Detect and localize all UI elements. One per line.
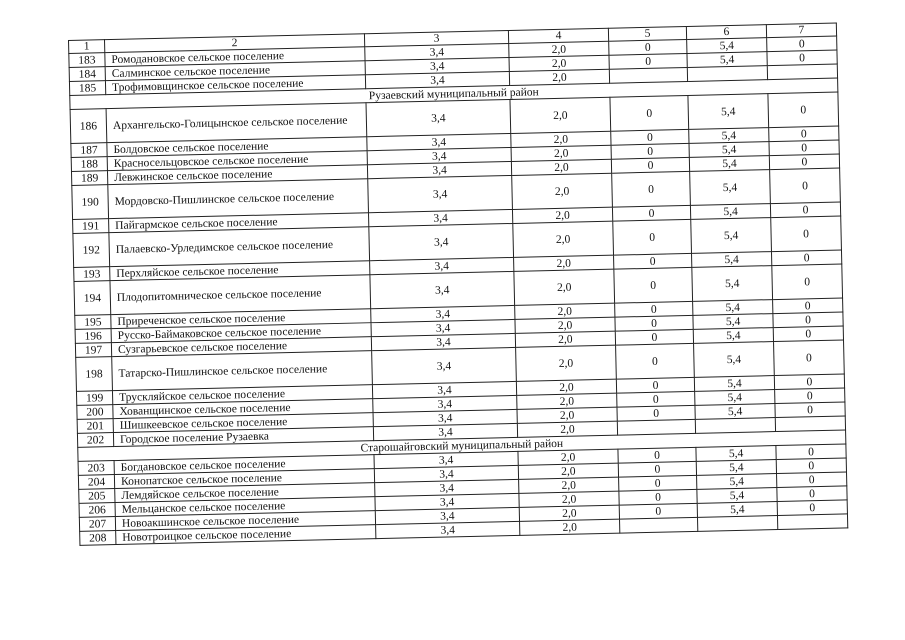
settlement-name-cell: Конопатское сельское поселение	[114, 469, 374, 489]
settlement-name-cell: Новоакшинское сельское поселение	[115, 511, 375, 531]
settlement-name-cell: Богдановское сельское поселение	[114, 455, 374, 475]
col3-value-cell: 3,4	[368, 209, 512, 226]
col3-value-cell: 3,4	[365, 57, 509, 74]
col6-value-cell: 5,4	[697, 474, 777, 490]
col7-value-cell: 0	[776, 458, 846, 474]
header-cell: 6	[686, 25, 766, 40]
col6-value-cell: 5,4	[694, 342, 775, 378]
row-number-cell: 192	[73, 233, 110, 268]
col4-value-cell: 2,0	[517, 407, 617, 423]
col7-value-cell	[777, 514, 847, 530]
col6-value-cell: 5,4	[688, 94, 769, 130]
col4-value-cell: 2,0	[509, 41, 609, 57]
col5-value-cell: 0	[618, 461, 696, 477]
col3-value-cell: 3,4	[367, 133, 511, 150]
col5-value-cell: 0	[616, 377, 694, 393]
col4-value-cell: 2,0	[516, 345, 617, 381]
col6-value-cell: 5,4	[690, 204, 770, 220]
col7-value-cell: 0	[771, 250, 841, 266]
col5-value-cell: 0	[609, 39, 687, 55]
col7-value-cell: 0	[776, 444, 846, 460]
col4-value-cell: 2,0	[516, 379, 616, 395]
col7-value-cell: 0	[775, 388, 845, 404]
col7-value-cell: 0	[767, 50, 837, 66]
col5-value-cell: 0	[612, 171, 691, 207]
col4-value-cell: 2,0	[519, 477, 619, 493]
settlement-name-cell: Ромодановское сельское поселение	[105, 47, 365, 67]
settlement-name-cell: Сузгарьевское сельское поселение	[111, 337, 371, 357]
row-number-cell: 186	[70, 109, 107, 144]
settlement-name-cell: Красносельцовское сельское поселение	[107, 151, 367, 171]
settlement-name-cell: Новотроицкое сельское поселение	[116, 525, 376, 545]
col7-value-cell: 0	[769, 126, 839, 142]
row-number-cell: 196	[75, 329, 111, 344]
row-number-cell: 189	[71, 171, 107, 186]
col3-value-cell: 3,4	[372, 381, 516, 398]
settlement-name-cell: Городское поселение Рузаевка	[113, 427, 373, 447]
col4-value-cell: 2,0	[512, 207, 612, 223]
col6-value-cell: 5,4	[692, 252, 772, 268]
col4-value-cell: 2,0	[511, 131, 611, 147]
header-cell: 2	[105, 34, 365, 53]
col7-value-cell: 0	[775, 402, 845, 418]
row-number-cell: 199	[76, 391, 112, 406]
col4-value-cell: 2,0	[509, 55, 609, 71]
row-number-cell: 206	[79, 503, 115, 518]
col7-value-cell: 0	[769, 140, 839, 156]
col3-value-cell: 3,4	[370, 257, 514, 274]
col7-value-cell: 0	[771, 216, 842, 252]
col4-value-cell: 2,0	[515, 331, 615, 347]
settlement-name-cell: Левжинское сельское поселение	[107, 165, 367, 185]
settlement-name-cell: Пайгармское сельское поселение	[109, 213, 369, 233]
col6-value-cell: 5,4	[696, 460, 776, 476]
col5-value-cell: 0	[617, 405, 695, 421]
col3-value-cell: 3,4	[373, 395, 517, 412]
settlement-name-cell: Плодопитомническое сельское поселение	[110, 275, 371, 315]
col7-value-cell: 0	[769, 154, 839, 170]
document-page	[68, 23, 847, 546]
col5-value-cell: 0	[619, 503, 697, 519]
settlement-name-cell: Хованщинское сельское поселение	[113, 399, 373, 419]
col3-value-cell: 3,4	[373, 423, 517, 440]
col7-value-cell: 0	[774, 374, 844, 390]
row-number-cell: 203	[78, 461, 114, 476]
col5-value-cell: 0	[614, 253, 692, 269]
col3-value-cell: 3,4	[373, 409, 517, 426]
col7-value-cell: 0	[777, 500, 847, 516]
col3-value-cell: 3,4	[375, 493, 519, 510]
row-number-cell: 207	[79, 517, 115, 532]
col3-value-cell: 3,4	[375, 507, 519, 524]
col4-value-cell: 2,0	[511, 145, 611, 161]
row-number-cell: 195	[75, 315, 111, 330]
col5-value-cell: 0	[615, 329, 693, 345]
col6-value-cell: 5,4	[687, 38, 767, 54]
col5-value-cell: 0	[610, 95, 689, 131]
col6-value-cell: 5,4	[689, 142, 769, 158]
col6-value-cell: 5,4	[695, 390, 775, 406]
row-number-cell: 183	[69, 53, 105, 68]
col3-value-cell: 3,4	[375, 479, 519, 496]
col6-value-cell: 5,4	[691, 218, 772, 254]
row-number-cell: 204	[78, 475, 114, 490]
col5-value-cell: 0	[619, 475, 697, 491]
col3-value-cell: 3,4	[376, 521, 520, 538]
settlement-name-cell: Шишкеевское сельское поселение	[113, 413, 373, 433]
col7-value-cell: 0	[772, 264, 843, 300]
col6-value-cell	[697, 516, 777, 532]
col4-value-cell: 2,0	[519, 491, 619, 507]
col6-value-cell: 5,4	[697, 502, 777, 518]
col6-value-cell: 5,4	[697, 488, 777, 504]
col4-value-cell: 2,0	[515, 317, 615, 333]
col3-value-cell: 3,4	[374, 451, 518, 468]
col3-value-cell: 3,4	[372, 347, 517, 384]
col3-value-cell: 3,4	[365, 71, 509, 88]
col4-value-cell: 2,0	[513, 221, 614, 257]
row-number-cell: 184	[69, 67, 105, 82]
col6-value-cell: 5,4	[696, 446, 776, 462]
col5-value-cell: 0	[614, 267, 693, 303]
col7-value-cell: 0	[770, 168, 841, 204]
col6-value-cell: 5,4	[692, 266, 773, 302]
col6-value-cell: 5,4	[694, 376, 774, 392]
row-number-cell: 190	[72, 185, 109, 220]
header-cell: 3	[364, 31, 508, 47]
row-number-cell: 187	[71, 143, 107, 158]
col3-value-cell: 3,4	[371, 305, 515, 322]
col6-value-cell: 5,4	[693, 328, 773, 344]
col7-value-cell: 0	[773, 298, 843, 314]
col4-value-cell: 2,0	[514, 255, 614, 271]
col7-value-cell: 0	[773, 312, 843, 328]
col5-value-cell: 0	[619, 489, 697, 505]
row-number-cell: 188	[71, 157, 107, 172]
settlement-name-cell: Мордовско-Пишлинское сельское поселение	[108, 179, 369, 219]
settlement-name-cell: Салминское сельское поселение	[105, 61, 365, 81]
col3-value-cell: 3,4	[368, 175, 513, 212]
settlement-name-cell: Перхляйское сельское поселение	[110, 261, 370, 281]
col5-value-cell: 0	[618, 447, 696, 463]
settlement-name-cell: Русско-Баймаковское сельское поселение	[111, 323, 371, 343]
col3-value-cell: 3,4	[367, 161, 511, 178]
settlement-name-cell: Болдовское сельское поселение	[107, 137, 367, 157]
col6-value-cell: 5,4	[693, 314, 773, 330]
row-number-cell: 202	[77, 433, 113, 448]
col3-value-cell: 3,4	[365, 44, 509, 61]
col6-value-cell: 5,4	[687, 52, 767, 68]
col7-value-cell: 0	[768, 92, 839, 128]
settlement-name-cell: Мельцанское сельское поселение	[115, 497, 375, 517]
col5-value-cell: 0	[617, 391, 695, 407]
col3-value-cell: 3,4	[366, 99, 511, 136]
settlement-name-cell: Архангельско-Голицынское сельское поселение	[106, 103, 367, 143]
col5-value-cell	[620, 517, 698, 533]
col3-value-cell: 3,4	[371, 333, 515, 350]
row-number-cell: 197	[75, 343, 111, 358]
row-number-cell: 200	[77, 405, 113, 420]
col4-value-cell: 2,0	[517, 421, 617, 437]
col4-value-cell: 2,0	[509, 69, 609, 85]
col7-value-cell: 0	[774, 340, 845, 376]
row-number-cell: 193	[74, 267, 110, 282]
header-cell: 5	[608, 26, 686, 41]
row-number-cell: 194	[74, 281, 111, 316]
col7-value-cell: 0	[767, 36, 837, 52]
col3-value-cell: 3,4	[370, 271, 515, 308]
table-body	[69, 36, 848, 545]
col3-value-cell: 3,4	[367, 147, 511, 164]
col3-value-cell: 3,4	[371, 319, 515, 336]
col7-value-cell: 0	[770, 202, 840, 218]
row-number-cell: 201	[77, 419, 113, 434]
col4-value-cell: 2,0	[512, 173, 613, 209]
settlement-name-cell: Лемдяйское сельское поселение	[115, 483, 375, 503]
settlement-name-cell: Палаевско-Урледимское сельское поселение	[109, 227, 370, 267]
col6-value-cell: 5,4	[693, 300, 773, 316]
col4-value-cell: 2,0	[511, 159, 611, 175]
col5-value-cell: 0	[612, 205, 690, 221]
col6-value-cell: 5,4	[689, 128, 769, 144]
row-number-cell: 205	[79, 489, 115, 504]
col6-value-cell: 5,4	[695, 404, 775, 420]
settlement-name-cell: Трускляйское сельское поселение	[112, 385, 372, 405]
col5-value-cell: 0	[611, 143, 689, 159]
col4-value-cell: 2,0	[517, 393, 617, 409]
settlement-name-cell: Трофимовщинское сельское поселение	[105, 75, 365, 95]
row-number-cell: 208	[80, 531, 116, 546]
row-number-cell: 185	[69, 81, 105, 96]
row-number-cell: 198	[76, 357, 113, 392]
col7-value-cell: 0	[777, 486, 847, 502]
region-title: Рузаевский муниципальный район	[70, 78, 838, 109]
col5-value-cell: 0	[616, 343, 695, 379]
col5-value-cell: 0	[613, 219, 692, 255]
col7-value-cell: 0	[773, 326, 843, 342]
col5-value-cell: 0	[615, 315, 693, 331]
col4-value-cell: 2,0	[519, 505, 619, 521]
settlement-name-cell: Татарско-Пишлинское сельское поселение	[112, 351, 373, 391]
col4-value-cell: 2,0	[518, 449, 618, 465]
col5-value-cell: 0	[615, 301, 693, 317]
col5-value-cell: 0	[611, 157, 689, 173]
settlement-name-cell: Приреченское сельское поселение	[111, 309, 371, 329]
header-cell: 4	[508, 28, 608, 43]
col5-value-cell: 0	[611, 129, 689, 145]
col5-value-cell: 0	[609, 53, 687, 69]
data-table	[68, 23, 848, 546]
col3-value-cell: 3,4	[369, 223, 514, 260]
col4-value-cell: 2,0	[510, 97, 611, 133]
col7-value-cell: 0	[777, 472, 847, 488]
row-number-cell: 191	[73, 219, 109, 234]
region-title: Старошайговский муниципальный район	[78, 430, 846, 461]
col4-value-cell: 2,0	[520, 519, 620, 535]
col6-value-cell: 5,4	[689, 156, 769, 172]
col6-value-cell: 5,4	[690, 170, 771, 206]
col4-value-cell: 2,0	[518, 463, 618, 479]
header-cell: 1	[69, 40, 105, 54]
col3-value-cell: 3,4	[374, 465, 518, 482]
col4-value-cell: 2,0	[515, 303, 615, 319]
header-cell: 7	[766, 23, 836, 38]
col4-value-cell: 2,0	[514, 269, 615, 305]
